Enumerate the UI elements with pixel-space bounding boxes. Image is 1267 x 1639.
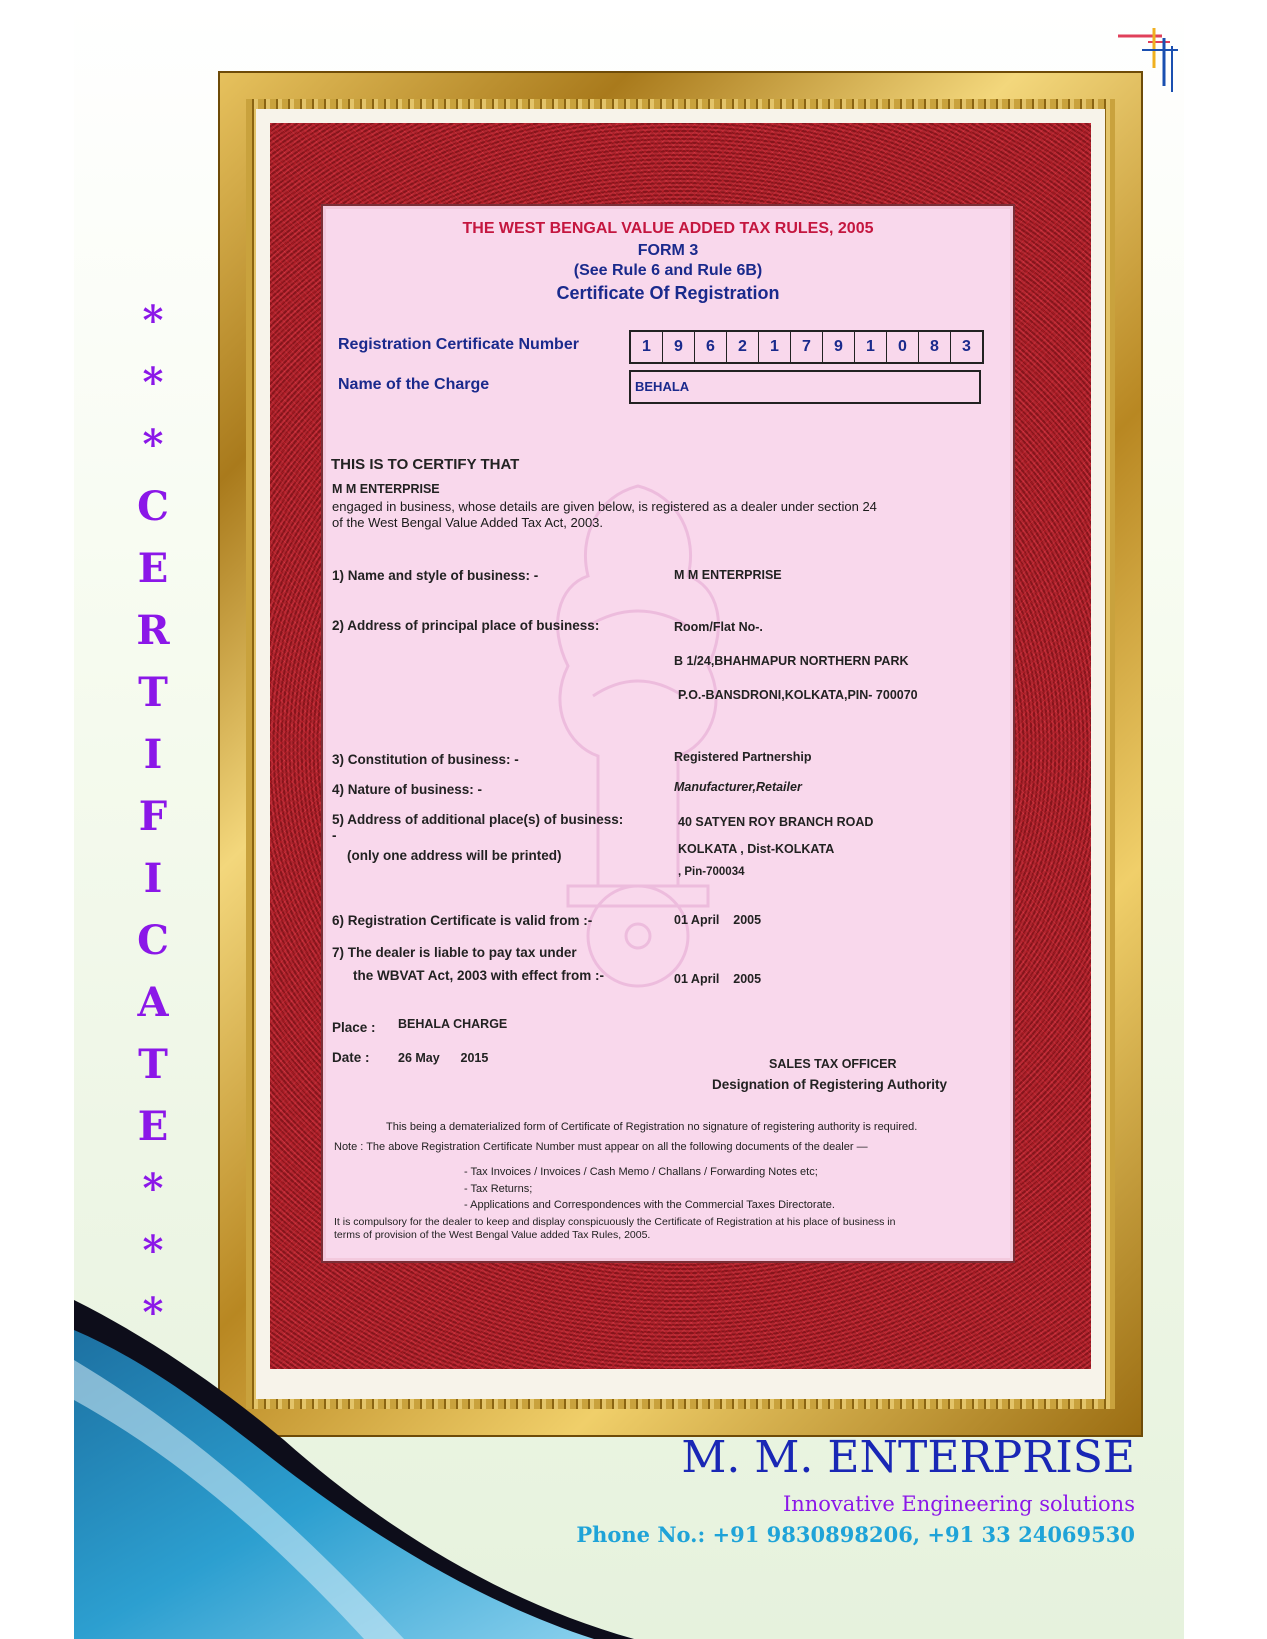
company-tagline: Innovative Engineering solutions xyxy=(782,1492,1135,1516)
item-7-label-1: 7) The dealer is liable to pay tax under xyxy=(332,945,577,960)
place-label: Place : xyxy=(332,1020,376,1035)
item-5-dash: - xyxy=(332,828,337,843)
item-5-label: 5) Address of additional place(s) of business: xyxy=(332,812,624,827)
reg-number-digit: 1 xyxy=(631,332,663,362)
see-rule-line: (See Rule 6 and Rule 6B) xyxy=(573,262,763,279)
vertical-char: * xyxy=(142,297,164,344)
footer-swoosh-graphic xyxy=(74,1300,634,1639)
company-name: M. M. ENTERPRISE xyxy=(681,1432,1135,1483)
reg-number-digit: 0 xyxy=(887,332,919,362)
reg-number-digit: 9 xyxy=(823,332,855,362)
charge-box xyxy=(629,370,981,404)
vertical-char: A xyxy=(137,979,169,1026)
item-4-label: 4) Nature of business: - xyxy=(332,782,483,797)
item-1-label: 1) Name and style of business: - xyxy=(332,568,539,583)
vertical-char: * xyxy=(142,359,164,406)
item-5-value-1: 40 SATYEN ROY BRANCH ROAD xyxy=(678,815,874,829)
reg-number-digit: 1 xyxy=(759,332,791,362)
item-1-value: M M ENTERPRISE xyxy=(674,568,782,582)
engaged-line-1: engaged in business, whose details are given below, is registered as a dealer under section 24 xyxy=(332,499,877,514)
item-5-note: (only one address will be printed) xyxy=(347,848,562,863)
charge-value: BEHALA xyxy=(635,379,690,394)
compulsory-line-2: terms of provision of the West Bengal Value added Tax Rules, 2005. xyxy=(334,1229,651,1241)
vertical-char: R xyxy=(136,607,170,654)
form-number: FORM 3 xyxy=(637,242,699,259)
item-6-label: 6) Registration Certificate is valid from :- xyxy=(332,913,593,928)
rules-title: THE WEST BENGAL VALUE ADDED TAX RULES, 2005 xyxy=(462,220,874,237)
frame-mat xyxy=(256,109,1105,1399)
reg-number-digit: 7 xyxy=(791,332,823,362)
vertical-char: T xyxy=(138,669,168,716)
vertical-char: * xyxy=(142,1227,164,1274)
item-2-label: 2) Address of principal place of business: xyxy=(332,618,600,633)
vertical-char: I xyxy=(143,731,163,778)
vertical-char: * xyxy=(142,1289,164,1336)
vertical-certificate-text xyxy=(118,290,188,1344)
note-line: Note : The above Registration Certificate Number must appear on all the following documents of the dealer — xyxy=(334,1141,868,1153)
state-emblem-watermark-icon xyxy=(478,466,798,1026)
officer-title: SALES TAX OFFICER xyxy=(769,1057,897,1071)
reg-number-digit: 8 xyxy=(919,332,951,362)
bullet-2: - Tax Returns; xyxy=(464,1183,533,1195)
photo-frame xyxy=(218,71,1143,1437)
item-7-label-2: the WBVAT Act, 2003 with effect from :- xyxy=(353,968,605,983)
bullet-1: - Tax Invoices / Invoices / Cash Memo / Challans / Forwarding Notes etc; xyxy=(464,1166,818,1178)
item-7-value: 01 April 2005 xyxy=(674,972,762,986)
charge-label: Name of the Charge xyxy=(338,376,490,393)
certificate-document xyxy=(321,204,1015,1263)
item-2-value-2: B 1/24,BHAHMAPUR NORTHERN PARK xyxy=(674,654,909,668)
dealer-name: M M ENTERPRISE xyxy=(332,482,440,496)
frame-inner-molding xyxy=(246,99,1115,1409)
vertical-char: I xyxy=(143,855,163,902)
item-5-value-3: , Pin-700034 xyxy=(678,866,745,878)
date-value: 26 May 2015 xyxy=(398,1051,489,1065)
vertical-char: C xyxy=(137,483,169,530)
engaged-line-2: of the West Bengal Value Added Tax Act, 2003. xyxy=(332,515,604,530)
vertical-char: E xyxy=(137,545,169,592)
item-2-value-1: Room/Flat No-. xyxy=(674,620,763,634)
place-value: BEHALA CHARGE xyxy=(398,1017,508,1031)
reg-number-digit: 1 xyxy=(855,332,887,362)
item-3-value: Registered Partnership xyxy=(674,750,812,764)
demat-note: This being a dematerialized form of Certificate of Registration no signature of registering authority is required. xyxy=(386,1121,918,1133)
vertical-char: * xyxy=(142,1165,164,1212)
reg-number-label: Registration Certificate Number xyxy=(338,336,579,353)
vertical-char: F xyxy=(138,793,168,840)
certificate-title: Certificate Of Registration xyxy=(556,283,780,303)
company-phone: Phone No.: +91 9830898206, +91 33 24069530 xyxy=(576,1522,1135,1547)
designation-line: Designation of Registering Authority xyxy=(712,1077,948,1092)
vertical-char: T xyxy=(138,1041,168,1088)
item-6-value: 01 April 2005 xyxy=(674,913,762,927)
certify-heading: THIS IS TO CERTIFY THAT xyxy=(331,456,520,473)
bullet-3: - Applications and Correspondences with the Commercial Taxes Directorate. xyxy=(464,1199,835,1211)
item-5-value-2: KOLKATA , Dist-KOLKATA xyxy=(678,842,835,856)
certificate-border-pattern xyxy=(270,123,1091,1369)
vertical-char: C xyxy=(137,917,169,964)
compulsory-line-1: It is compulsory for the dealer to keep and display conspicuously the Certificate of Registration at his place of business in xyxy=(334,1216,896,1228)
vertical-char: * xyxy=(142,421,164,468)
reg-number-digit: 6 xyxy=(695,332,727,362)
reg-number-boxes xyxy=(629,330,984,364)
item-4-value: Manufacturer,Retailer xyxy=(674,780,802,794)
reg-number-digit: 9 xyxy=(663,332,695,362)
item-2-value-3: P.O.-BANSDRONI,KOLKATA,PIN- 700070 xyxy=(678,688,918,702)
reg-number-digit: 3 xyxy=(962,338,971,355)
reg-number-digit: 2 xyxy=(727,332,759,362)
vertical-char: E xyxy=(137,1103,169,1150)
item-3-label: 3) Constitution of business: - xyxy=(332,752,519,767)
date-label: Date : xyxy=(332,1050,370,1065)
